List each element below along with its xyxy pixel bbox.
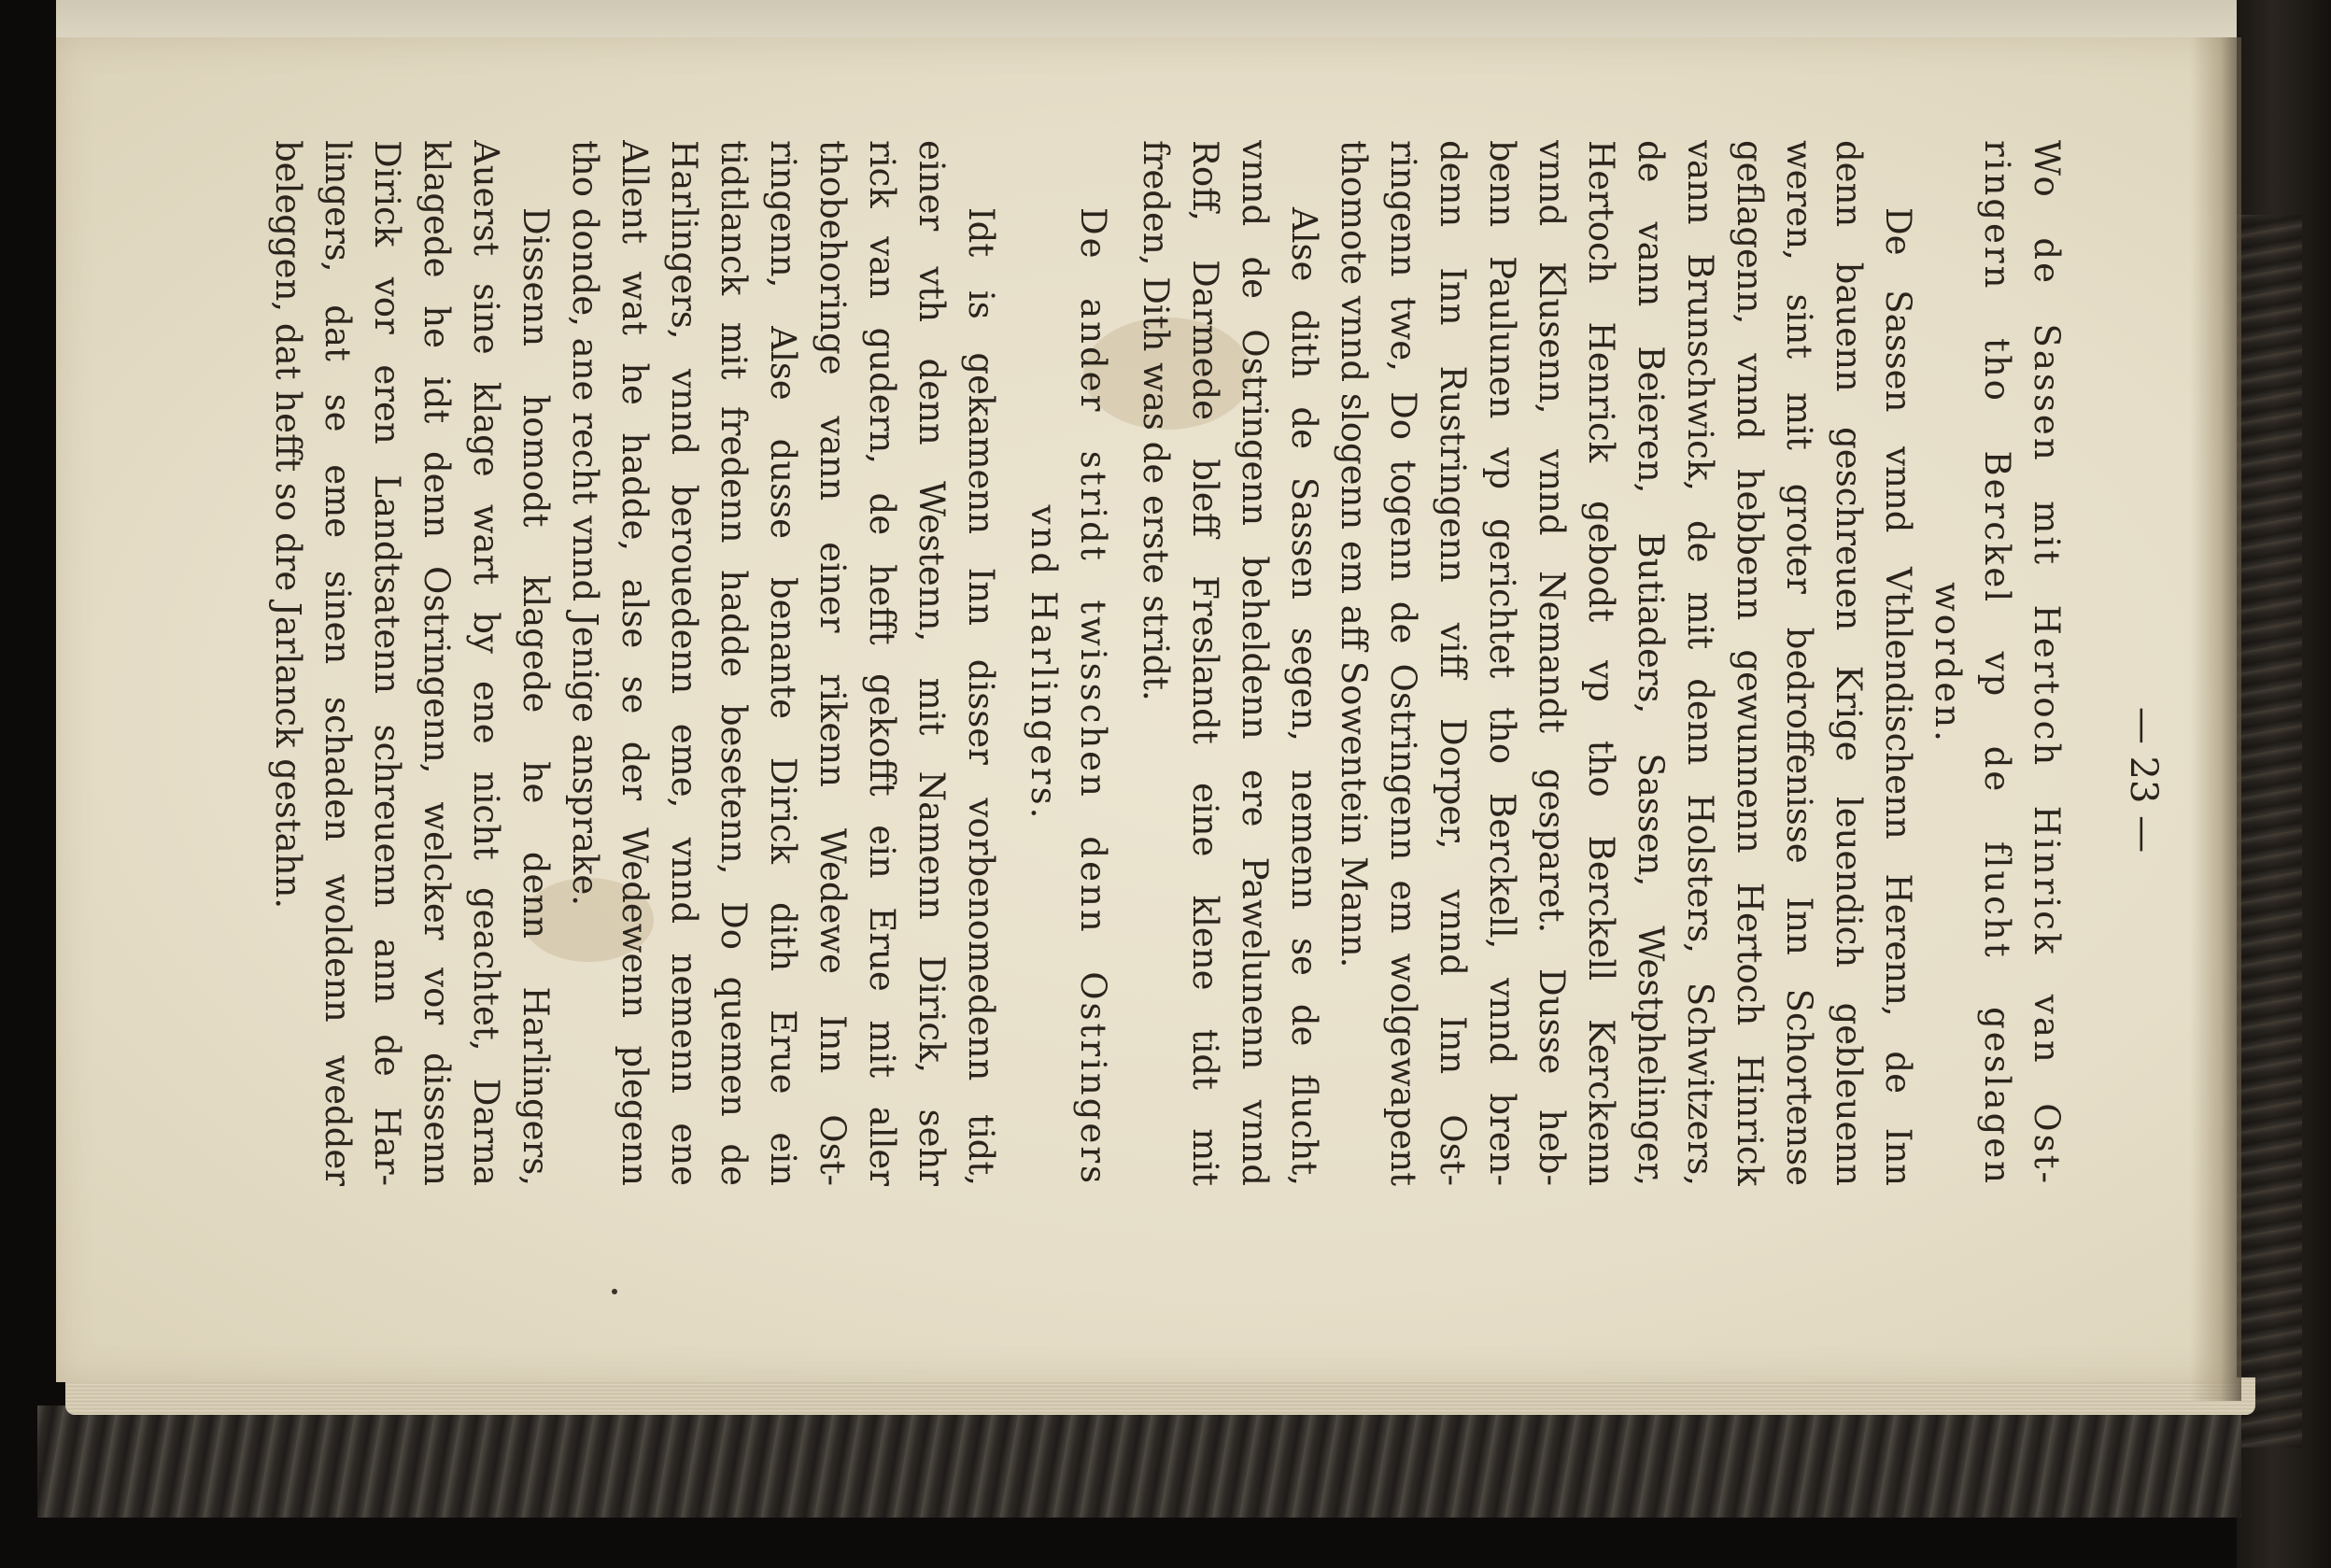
text-line: beleggen, dat hefft so dre Jarlanck gestahn.: [268, 140, 308, 910]
section-heading-2: [1019, 140, 1118, 1186]
text-line: tho donde, ane recht vnnd Jenige ansprake.: [565, 140, 605, 907]
text-line: Hertoch Henrick gebodt vp tho Berckell Kerckenn: [1581, 140, 1621, 1186]
page-number: — 23 —: [2122, 706, 2165, 854]
text-line: lingers, dat se eme sinen schaden woldenn wedder: [318, 140, 358, 1186]
ink-spot: [612, 1289, 617, 1294]
text-line: vnnd Klusenn, vnnd Nemandt gesparet. Dusse heb-: [1532, 140, 1572, 1186]
text-line: thobehoringe vann einer rikenn Wedewe Inn Ost-: [812, 140, 853, 1186]
text-line: de vann Beieren, Butiaders, Sassen, Westphelinger,: [1631, 140, 1671, 1186]
heading-line: worden.: [1928, 582, 1968, 744]
section-heading-1: [1923, 140, 2071, 1186]
text-line: rick van gudern, de hefft gekofft ein Erue mit aller: [862, 140, 902, 1186]
text-line: Harlingers, vnnd berouedenn eme, vnnd nemenn ene: [664, 140, 704, 1186]
text-line: Auerst sine klage wart by ene nicht geachtet, Darna: [466, 140, 506, 1186]
text-line: ringenn, Alse dusse benante Dirick dith Erue ein: [763, 140, 803, 1186]
section2-paragraph-2: [263, 140, 560, 1186]
text-line: vann Brunschwick, de mit denn Holsters, Schwitzers,: [1680, 140, 1720, 1186]
previous-page-edge: [56, 0, 2246, 42]
text-line: geflagenn, vnnd hebbenn gewunnenn Hertoch Hinrick: [1730, 140, 1770, 1186]
text-line: Roff, Darmede bleff Freslandt eine klene tidt mit: [1185, 140, 1225, 1186]
text-line: Idt is gekamenn Inn disser vorbenomedenn tidt,: [961, 207, 1001, 1186]
text-line: ringenn twe, Do togenn de Ostringenn em wolgewapent: [1383, 140, 1423, 1186]
text-line: denn Inn Rustringenn viff Dorper, vnnd Inn Ost-: [1433, 140, 1473, 1186]
heading-line: De ander stridt twisschen denn Ostringers: [1073, 207, 1113, 1186]
heading-line: Wo de Sassen mit Hertoch Hinrick van Ost-: [2027, 140, 2067, 1186]
text-line: De Sassen vnnd Vthlendischenn Herenn, de Inn: [1878, 207, 1918, 1186]
heading-line: ringern tho Berckel vp de flucht geslagen: [1977, 140, 2017, 1186]
text-line: einer vth denn Westenn, mit Namenn Dirick, sehr: [911, 140, 952, 1186]
section1-paragraph-2: [1131, 140, 1329, 1186]
marbled-edge-right: [2237, 215, 2302, 1448]
text-line: Dissenn homodt klagede he denn Harlingers,: [516, 207, 556, 1186]
spacer: [1118, 140, 1131, 1186]
text-line: tidtlanck mit fredenn hadde besetenn, Do quemen de: [713, 140, 754, 1186]
text-line: benn Paulunen vp gerichtet tho Berckell, vnnd bren-: [1482, 140, 1522, 1186]
text-line: weren, sint mit groter bedroffenisse Inn Schortense: [1779, 140, 1819, 1186]
text-line: Allent wat he hadde, alse se der Wedewenn plegenn: [615, 140, 655, 1186]
marbled-cover-bottom: [37, 1406, 2241, 1518]
text-line: klagede he idt denn Ostringenn, welcker vor dissenn: [417, 140, 457, 1186]
heading-line: vnd Harlingers.: [1024, 504, 1064, 822]
text-line: denn bauenn geschreuen Krige leuendich gebleuenn: [1829, 140, 1869, 1186]
page-stack-edge: [65, 1377, 2255, 1415]
text-line: thomote vnnd slogenn em aff Sowentein Mann.: [1334, 140, 1374, 968]
section1-paragraph-1: [1329, 140, 1923, 1186]
page-gutter-shadow: [2190, 37, 2241, 1401]
text-line: freden, Dith was de erste stridt.: [1136, 140, 1176, 701]
text-line: Dirick vor eren Landtsatenn schreuenn ann de Har-: [367, 140, 407, 1186]
spacer: [1006, 140, 1019, 1186]
page-text-block: [263, 140, 2071, 1186]
text-line: vnnd de Ostringenn beheldenn ere Pawelunenn vnnd: [1235, 140, 1275, 1186]
text-line: Alse dith de Sassen segen, nemenn se de flucht,: [1284, 207, 1324, 1186]
section2-paragraph-1: [560, 140, 1006, 1186]
